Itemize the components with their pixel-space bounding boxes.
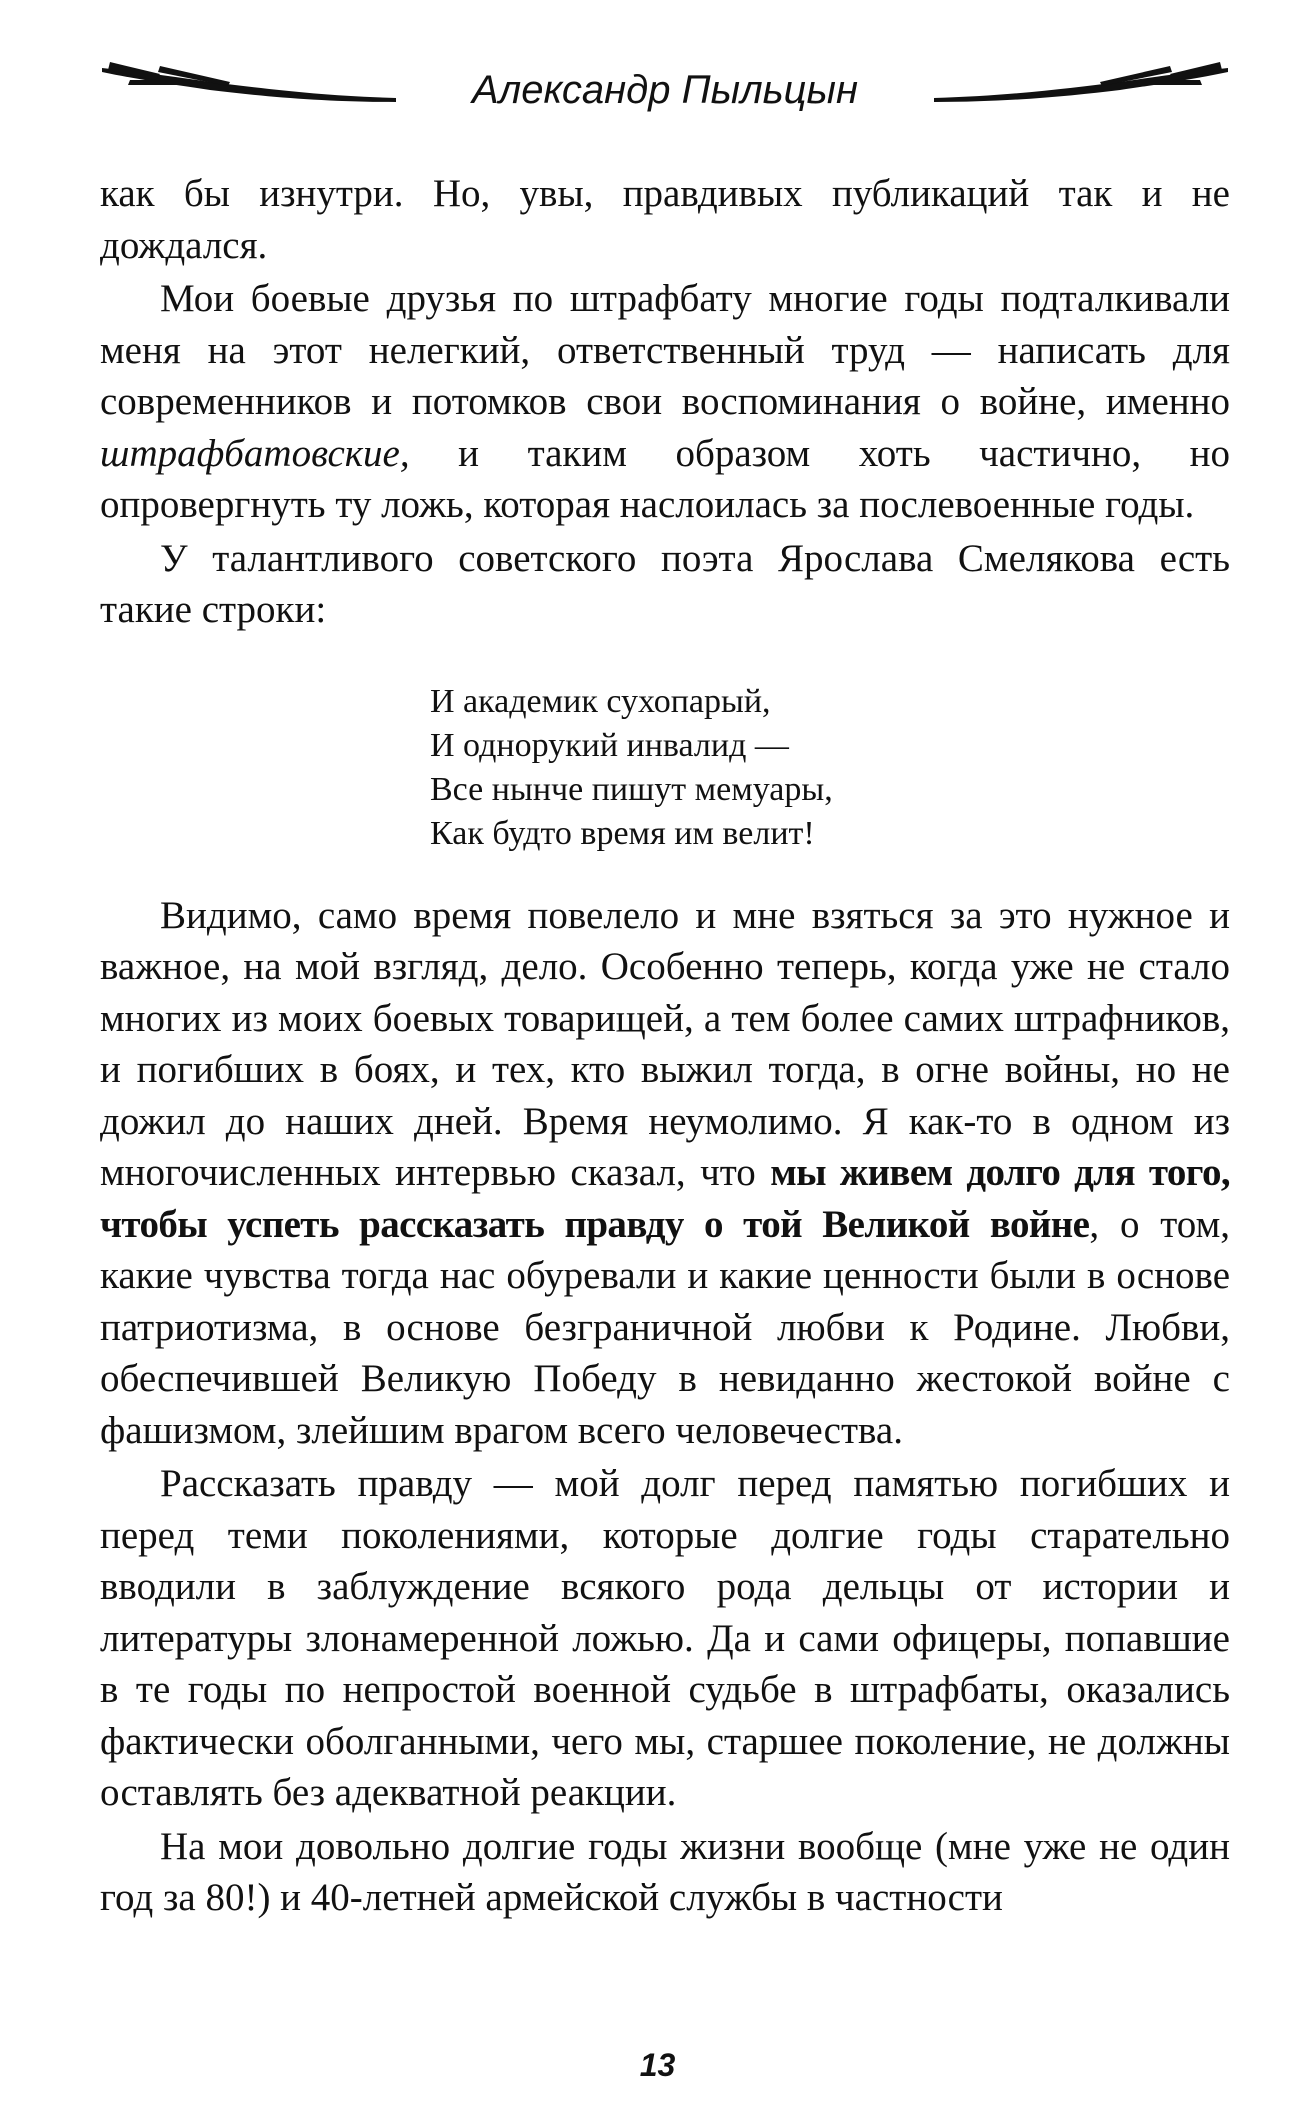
paragraph-5: Рассказать правду — мой долг перед памятью погибших и перед теми поколениями, которые долгие годы старательно вводили в заблуждение всякого рода дельцы от истории и литературы злонамеренной ложью. Да и сами офицеры, попавшие в те годы по непростой военной судьбе в штрафбаты, оказались фактически оболганными, чего мы, старшее поколение, не должны оставлять без адекватной реакции.	[100, 1462, 1230, 1814]
body-text	[100, 168, 1230, 1924]
paragraph-4-text-b: , о том, какие чувства тогда нас обуревали и какие ценности были в основе патриотизма, в основе безграничной любви к Родине. Любви, обеспечившей Великую Победу в невиданно жестокой войне с фашизмом, злейшим врагом всего человечества.	[100, 1202, 1230, 1452]
italic-term: штрафбатовские,	[100, 431, 410, 475]
paragraph-6: На мои довольно долгие годы жизни вообще (мне уже не один год за 80!) и 40-летней армейской службы в частности	[100, 1824, 1230, 1919]
paragraph-4	[100, 890, 1230, 1457]
poem-line: Как будто время им велит!	[430, 814, 815, 852]
running-header	[100, 58, 1230, 122]
paragraph-3: У талантливого советского поэта Ярослава Смелякова есть такие строки:	[100, 536, 1230, 631]
poem-quote	[430, 680, 1230, 856]
poem-line: И академик сухопарый,	[430, 682, 771, 720]
paragraph-2-text-b: и таким образом хоть частично, но опровергнуть ту ложь, которая наслоилась за послевоенные годы.	[100, 431, 1230, 526]
paragraph-2	[100, 273, 1230, 531]
paragraph-1: как бы изнутри. Но, увы, правдивых публикаций так и не дождался.	[100, 172, 1230, 267]
page-number: 13	[639, 2047, 676, 2083]
poem-line: Все нынче пишут мемуары,	[430, 770, 833, 808]
bold-emphasis: мы живем долго для того, чтобы успеть рассказать правду о той Великой войне	[100, 1151, 1230, 1246]
paragraph-2-text-a: Мои боевые друзья по штрафбату многие годы подталкивали меня на этот нелегкий, ответственный труд — написать для современников и потомков свои воспоминания о войне, именно	[100, 277, 1230, 423]
paragraph-4-text-a: Видимо, само время повелело и мне взяться за это нужное и важное, на мой взгляд, дело. Особенно теперь, когда уже не стало многих из моих боевых товарищей, а тем более самих штрафников, и погибших в боях, и тех, кто выжил тогда, в огне войны, но не дожил до наших дней. Время неумолимо. Я как-то в одном из многочисленных интервью сказал, что	[100, 893, 1230, 1194]
swash-ornament-right-icon	[930, 58, 1230, 108]
running-title: Александр Пыльцын	[472, 68, 858, 112]
poem-line: И однорукий инвалид —	[430, 726, 789, 764]
